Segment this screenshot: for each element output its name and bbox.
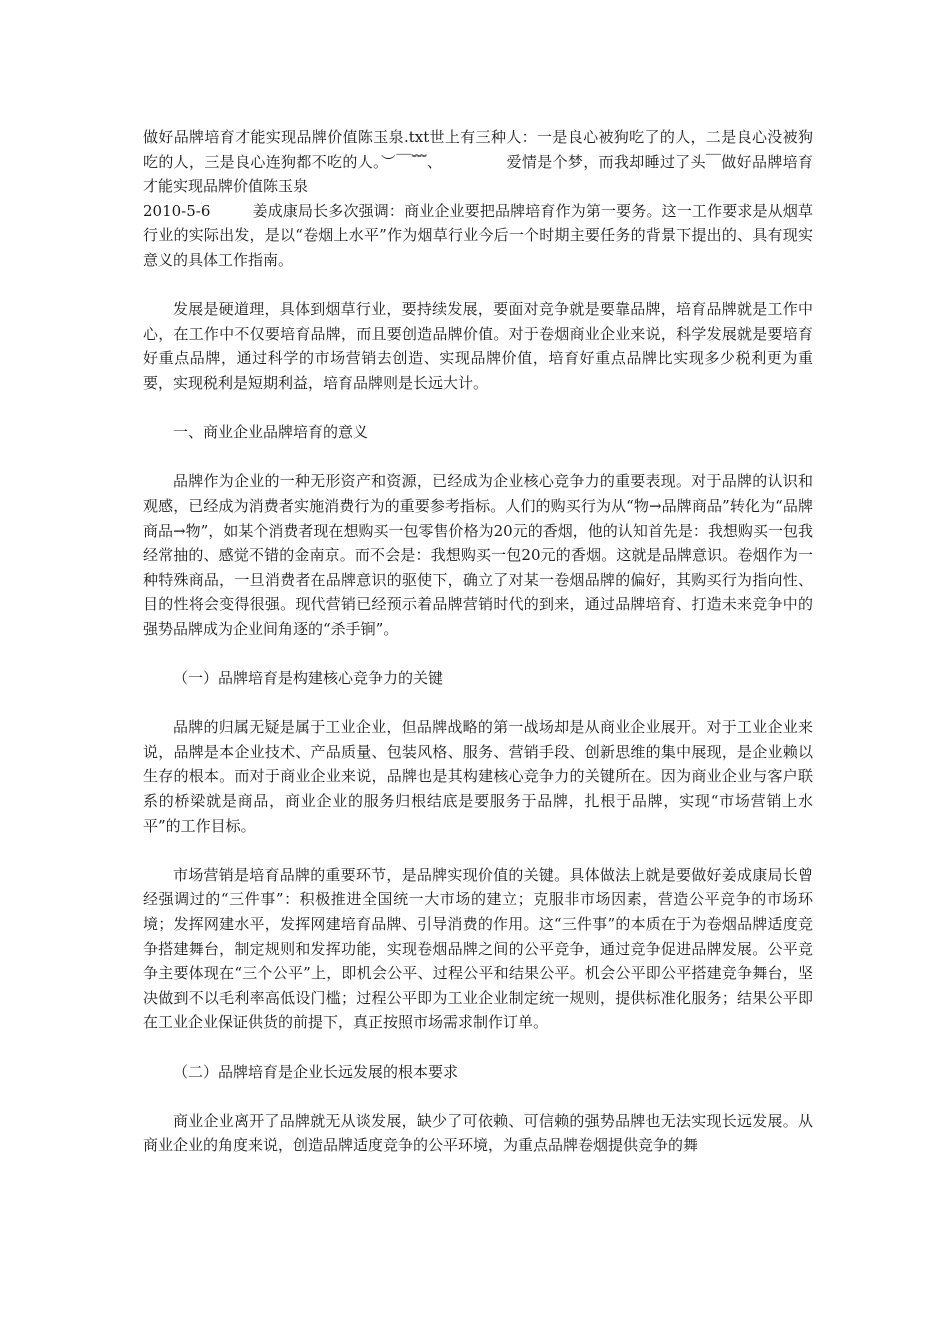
blank-line	[143, 838, 813, 863]
intro-line: 做好品牌培育才能实现品牌价值陈玉泉.txt世上有三种人：一是良心被狗吃了的人，二是良心没被狗吃的人，三是良心连狗都不吃的人。︶￣﹌、	[143, 128, 813, 171]
section-heading-1: 一、商业企业品牌培育的意义	[173, 423, 369, 442]
intro-line-continued: 爱情是个梦，而我却睡过了头￣做好品牌培育才能实现品牌价值陈玉泉	[143, 152, 813, 196]
blank-line	[143, 273, 813, 298]
blank-line	[143, 691, 813, 716]
paragraph-long-term-development: 商业企业离开了品牌就无从谈发展，缺少了可依赖、可信赖的强势品牌也无法实现长远发展。从商业企业的角度来说，创造品牌适度竞争的公平环境，为重点品牌卷烟提供竞争的舞	[143, 1111, 813, 1155]
subsection-heading-2: （二）品牌培育是企业长远发展的根本要求	[173, 1062, 459, 1081]
document-body	[143, 125, 813, 1158]
document-date: 2010-5-6	[143, 201, 211, 220]
blank-line	[143, 1035, 813, 1060]
blank-line	[143, 641, 813, 666]
blank-line	[143, 445, 813, 470]
blank-line	[143, 396, 813, 421]
paragraph-brand-asset: 品牌作为企业的一种无形资产和资源，已经成为企业核心竞争力的重要表现。对于品牌的认识和观感，已经成为消费者实施消费行为的重要参考指标。人们的购买行为从“物→品牌商品”转化为“品牌商品→物”，如某个消费者现在想购买一包零售价格为20元的香烟，他的认知首先是：我想购买一包我经常抽的、感觉不错的金南京。而不会是：我想购买一包20元的香烟。这就是品牌意识。卷烟作为一种特殊商品，一旦消费者在品牌意识的驱使下，确立了对某一卷烟品牌的偏好，其购买行为指向性、目的性将会变得很强。现代营销已经预示着品牌营销时代的到来，通过品牌培育、打造未来竞争中的强势品牌成为企业间角逐的“杀手锏”。	[143, 472, 813, 638]
intro-date-text: 姜成康局长多次强调：商业企业要把品牌培育作为第一要务。这一工作要求是从烟草行业的实际出发，是以“卷烟上水平”作为烟草行业今后一个时期主要任务的背景下提出的、具有现实意义的具体工作指南。	[143, 201, 813, 269]
intro-paragraph	[143, 125, 813, 273]
blank-line	[143, 1084, 813, 1109]
subsection-heading-1: （一）品牌培育是构建核心竞争力的关键	[173, 669, 444, 688]
paragraph-development: 发展是硬道理，具体到烟草行业，要持续发展，要面对竞争就是要靠品牌，培育品牌就是工作中心，在工作中不仅要培育品牌，而且要创造品牌价值。对于卷烟商业企业来说，科学发展就是要培育好重点品牌，通过科学的市场营销去创造、实现品牌价值，培育好重点品牌比实现多少税利更为重要，实现税利是短期利益，培育品牌则是长远大计。	[143, 300, 813, 392]
paragraph-market-marketing: 市场营销是培育品牌的重要环节，是品牌实现价值的关键。具体做法上就是要做好姜成康局长曾经强调过的“三件事”：积极推进全国统一大市场的建立；克服非市场因素，营造公平竞争的市场环境；发挥网建水平，发挥网建培育品牌、引导消费的作用。这“三件事”的本质在于为卷烟品牌适度竞争搭建舞台，制定规则和发挥功能，实现卷烟品牌之间的公平竞争，通过竞争促进品牌发展。公平竞争主要体现在“三个公平”上，即机会公平、过程公平和结果公平。机会公平即公平搭建竞争舞台，坚决做到不以毛利率高低设门槛；过程公平即为工业企业制定统一规则，提供标准化服务；结果公平即在工业企业保证供货的前提下，真正按照市场需求制作订单。	[143, 865, 813, 1032]
paragraph-brand-ownership: 品牌的归属无疑是属于工业企业，但品牌战略的第一战场却是从商业企业展开。对于工业企业来说，品牌是本企业技术、产品质量、包装风格、服务、营销手段、创新思维的集中展现，是企业赖以生存的根本。而对于商业企业来说，品牌也是其构建核心竞争力的关键所在。因为商业企业与客户联系的桥梁就是商品，商业企业的服务归根结底是要服务于品牌，扎根于品牌，实现“市场营销上水平”的工作目标。	[143, 718, 813, 835]
